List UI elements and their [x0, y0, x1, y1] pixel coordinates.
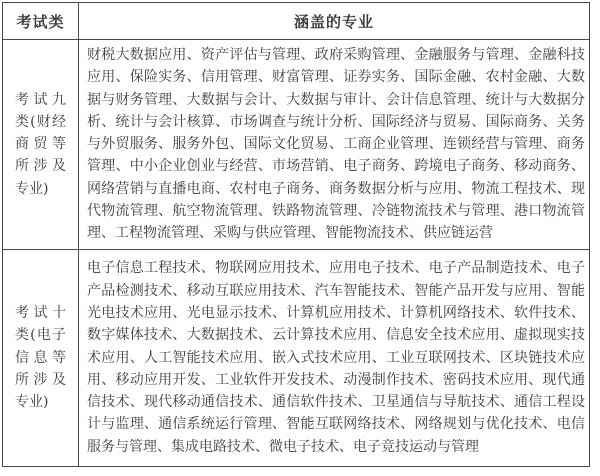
- column-header-covered-majors: 涵盖的专业: [79, 3, 590, 40]
- exam-majors-table: [2, 2, 590, 467]
- exam-category-9-majors-cell: 财税大数据应用、资产评估与管理、政府采购管理、金融服务与管理、金融科技应用、保险实务、信用管理、财富管理、证券实务、国际金融、农村金融、大数据与财务管理、大数据与会计、大数据与审计、会计信息管理、统计与大数据分析、统计与会计核算、市场调查与统计分析、国际经济与贸易、国际商务、关务与外贸服务、服务外包、国际文化贸易、工商企业管理、连锁经营与管理、商务管理、中小企业创业与经营、市场营销、电子商务、跨境电子商务、移动商务、网络营销与直播电商、农村电子商务、商务数据分析与应用、物流工程技术、现代物流管理、航空物流管理、铁路物流管理、冷链物流技术与管理、港口物流管理、工程物流管理、采购与供应管理、智能物流技术、供应链运营: [79, 40, 590, 250]
- exam-category-10-label-cell: 考试十类(电子信息等所涉及专业): [3, 249, 79, 466]
- exam-category-10-majors-cell: 电子信息工程技术、物联网应用技术、应用电子技术、电子产品制造技术、电子产品检测技术、移动互联应用技术、汽车智能技术、智能产品开发与应用、智能光电技术应用、光电显示技术、计算机应用技术、计算机网络技术、软件技术、数字媒体技术、大数据技术、云计算技术应用、信息安全技术应用、虚拟现实技术应用、人工智能技术应用、嵌入式技术应用、工业互联网技术、区块链技术应用、移动应用开发、工业软件开发技术、动漫制作技术、密码技术应用、现代通信技术、现代移动通信技术、通信软件技术、卫星通信与导航技术、通信工程设计与监理、通信系统运行管理、智能互联网络技术、网络规划与优化技术、电信服务与管理、集成电路技术、微电子技术、电子竞技运动与管理: [79, 249, 590, 466]
- table-header-row: [3, 3, 590, 40]
- table-row-exam-category-9: [3, 40, 590, 250]
- table-row-exam-category-10: [3, 249, 590, 466]
- exam-category-9-label-cell: 考试九类(财经商贸等所涉及专业): [3, 40, 79, 250]
- column-header-exam-category: 考试类: [3, 3, 79, 40]
